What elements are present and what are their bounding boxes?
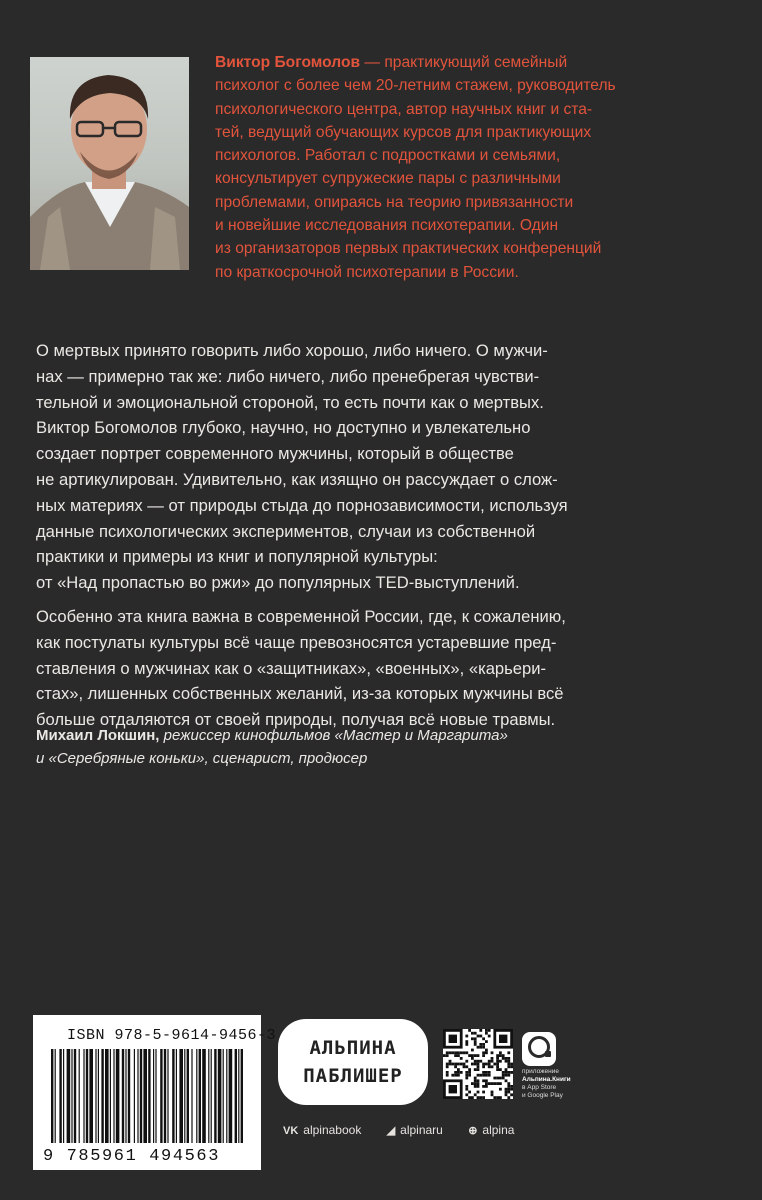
author-photo [30,57,189,270]
telegram-icon: ◢ [386,1125,396,1137]
app-name: Альпина.Книги [522,1076,571,1083]
description-paragraph-2 [36,604,736,733]
plus-icon: ⊕ [468,1125,478,1137]
description-line: Виктор Богомолов глубоко, научно, но доступно и увлекательно [36,418,531,438]
app-promo-line: приложение [522,1068,559,1075]
description-line: Особенно эта книга важна в современной России, где, к сожалению, [36,606,566,626]
social-label: alpina [482,1123,515,1137]
description-line: практики и примеры из книг и популярной культуры: [36,547,438,567]
description-line: данные психологических экспериментов, случаи из собственной [36,521,536,541]
bio-line: психологов. Работал с подростками и семьями, [215,147,561,165]
publisher-name-line-1: АЛЬПИНА [309,1037,397,1059]
quote-author: Михаил Локшин, [36,727,160,744]
isbn-barcode [33,1015,277,1170]
description-line: О мертвых принято говорить либо хорошо, либо ничего. О мужчи- [36,341,548,360]
barcode-bars [51,1049,245,1145]
app-promo-line: в App Store [522,1084,557,1091]
bio-line: — практикующий семейный [360,54,568,71]
social-label: alpinabook [303,1123,362,1137]
author-bio [215,51,735,284]
description-paragraph-1 [36,338,736,596]
bio-line: тей, ведущий обучающих курсов для практикующих [215,123,592,141]
description-line: создает портрет современного мужчины, который в обществе [36,444,514,464]
social-links [283,1123,536,1137]
bio-line: психологического центра, автор научных книг и ста- [215,100,593,118]
quote-attribution [36,724,736,770]
description-line: ставления о мужчинах как о «защитниках», «военных», «карьери- [36,658,547,678]
description-line: ных материях — от природы стыда до порнозависимости, используя [36,495,568,515]
social-link-telegram[interactable] [387,1123,443,1137]
alpina-app-icon [522,1032,556,1066]
bio-line: из организаторов первых практических конференций [215,240,602,258]
author-name: Виктор Богомолов [215,54,361,71]
bio-line: по краткосрочной психотерапии в России. [215,263,519,281]
vk-icon: VK [283,1125,299,1137]
description-line: тельной и эмоциональной стороной, то есть почти как о мертвых. [36,392,544,412]
isbn-number: ISBN 978-5-9614-9456-3 [67,1027,277,1044]
book-description [36,338,736,733]
bio-line: проблемами, опираясь на теорию привязанности [215,193,574,211]
description-line: как постулаты культуры всё чаще превозносятся устаревшие пред- [36,632,557,652]
social-link-alpina[interactable] [468,1123,514,1137]
quote-role: и «Серебряные коньки», сценарист, продюсер [36,750,368,767]
description-line: от «Над пропастью во ржи» до популярных TED-выступлений. [36,573,520,593]
qr-code-icon[interactable] [443,1029,513,1099]
quote-role: режиссер кинофильмов «Мастер и Маргарита» [159,727,508,744]
description-line: стах», лишенных собственных желаний, из-за которых мужчины всё [36,684,564,704]
publisher-name-line-2: ПАБЛИШЕР [303,1065,403,1087]
bio-line: психолог с более чем 20-летним стажем, руководитель [215,77,616,95]
app-promo-text [522,1068,592,1100]
description-line: не артикулирован. Удивительно, как изящно он рассуждает о слож- [36,469,558,489]
description-line: нах — примерно так же: либо ничего, либо пренебрегая чувстви- [36,366,540,386]
description-line: больше отдаляются от своей природы, получая всё новые травмы. [36,710,556,730]
bio-line: и новейшие исследования психотерапии. Один [215,217,559,235]
publisher-logo [278,1019,428,1105]
social-link-vk[interactable] [283,1123,361,1137]
app-promo-line: и Google Play [522,1092,563,1099]
social-label: alpinaru [400,1123,443,1137]
bio-line: консультирует супружеские пары с различными [215,170,561,188]
barcode-digits: 9 785961 494563 [43,1147,221,1166]
